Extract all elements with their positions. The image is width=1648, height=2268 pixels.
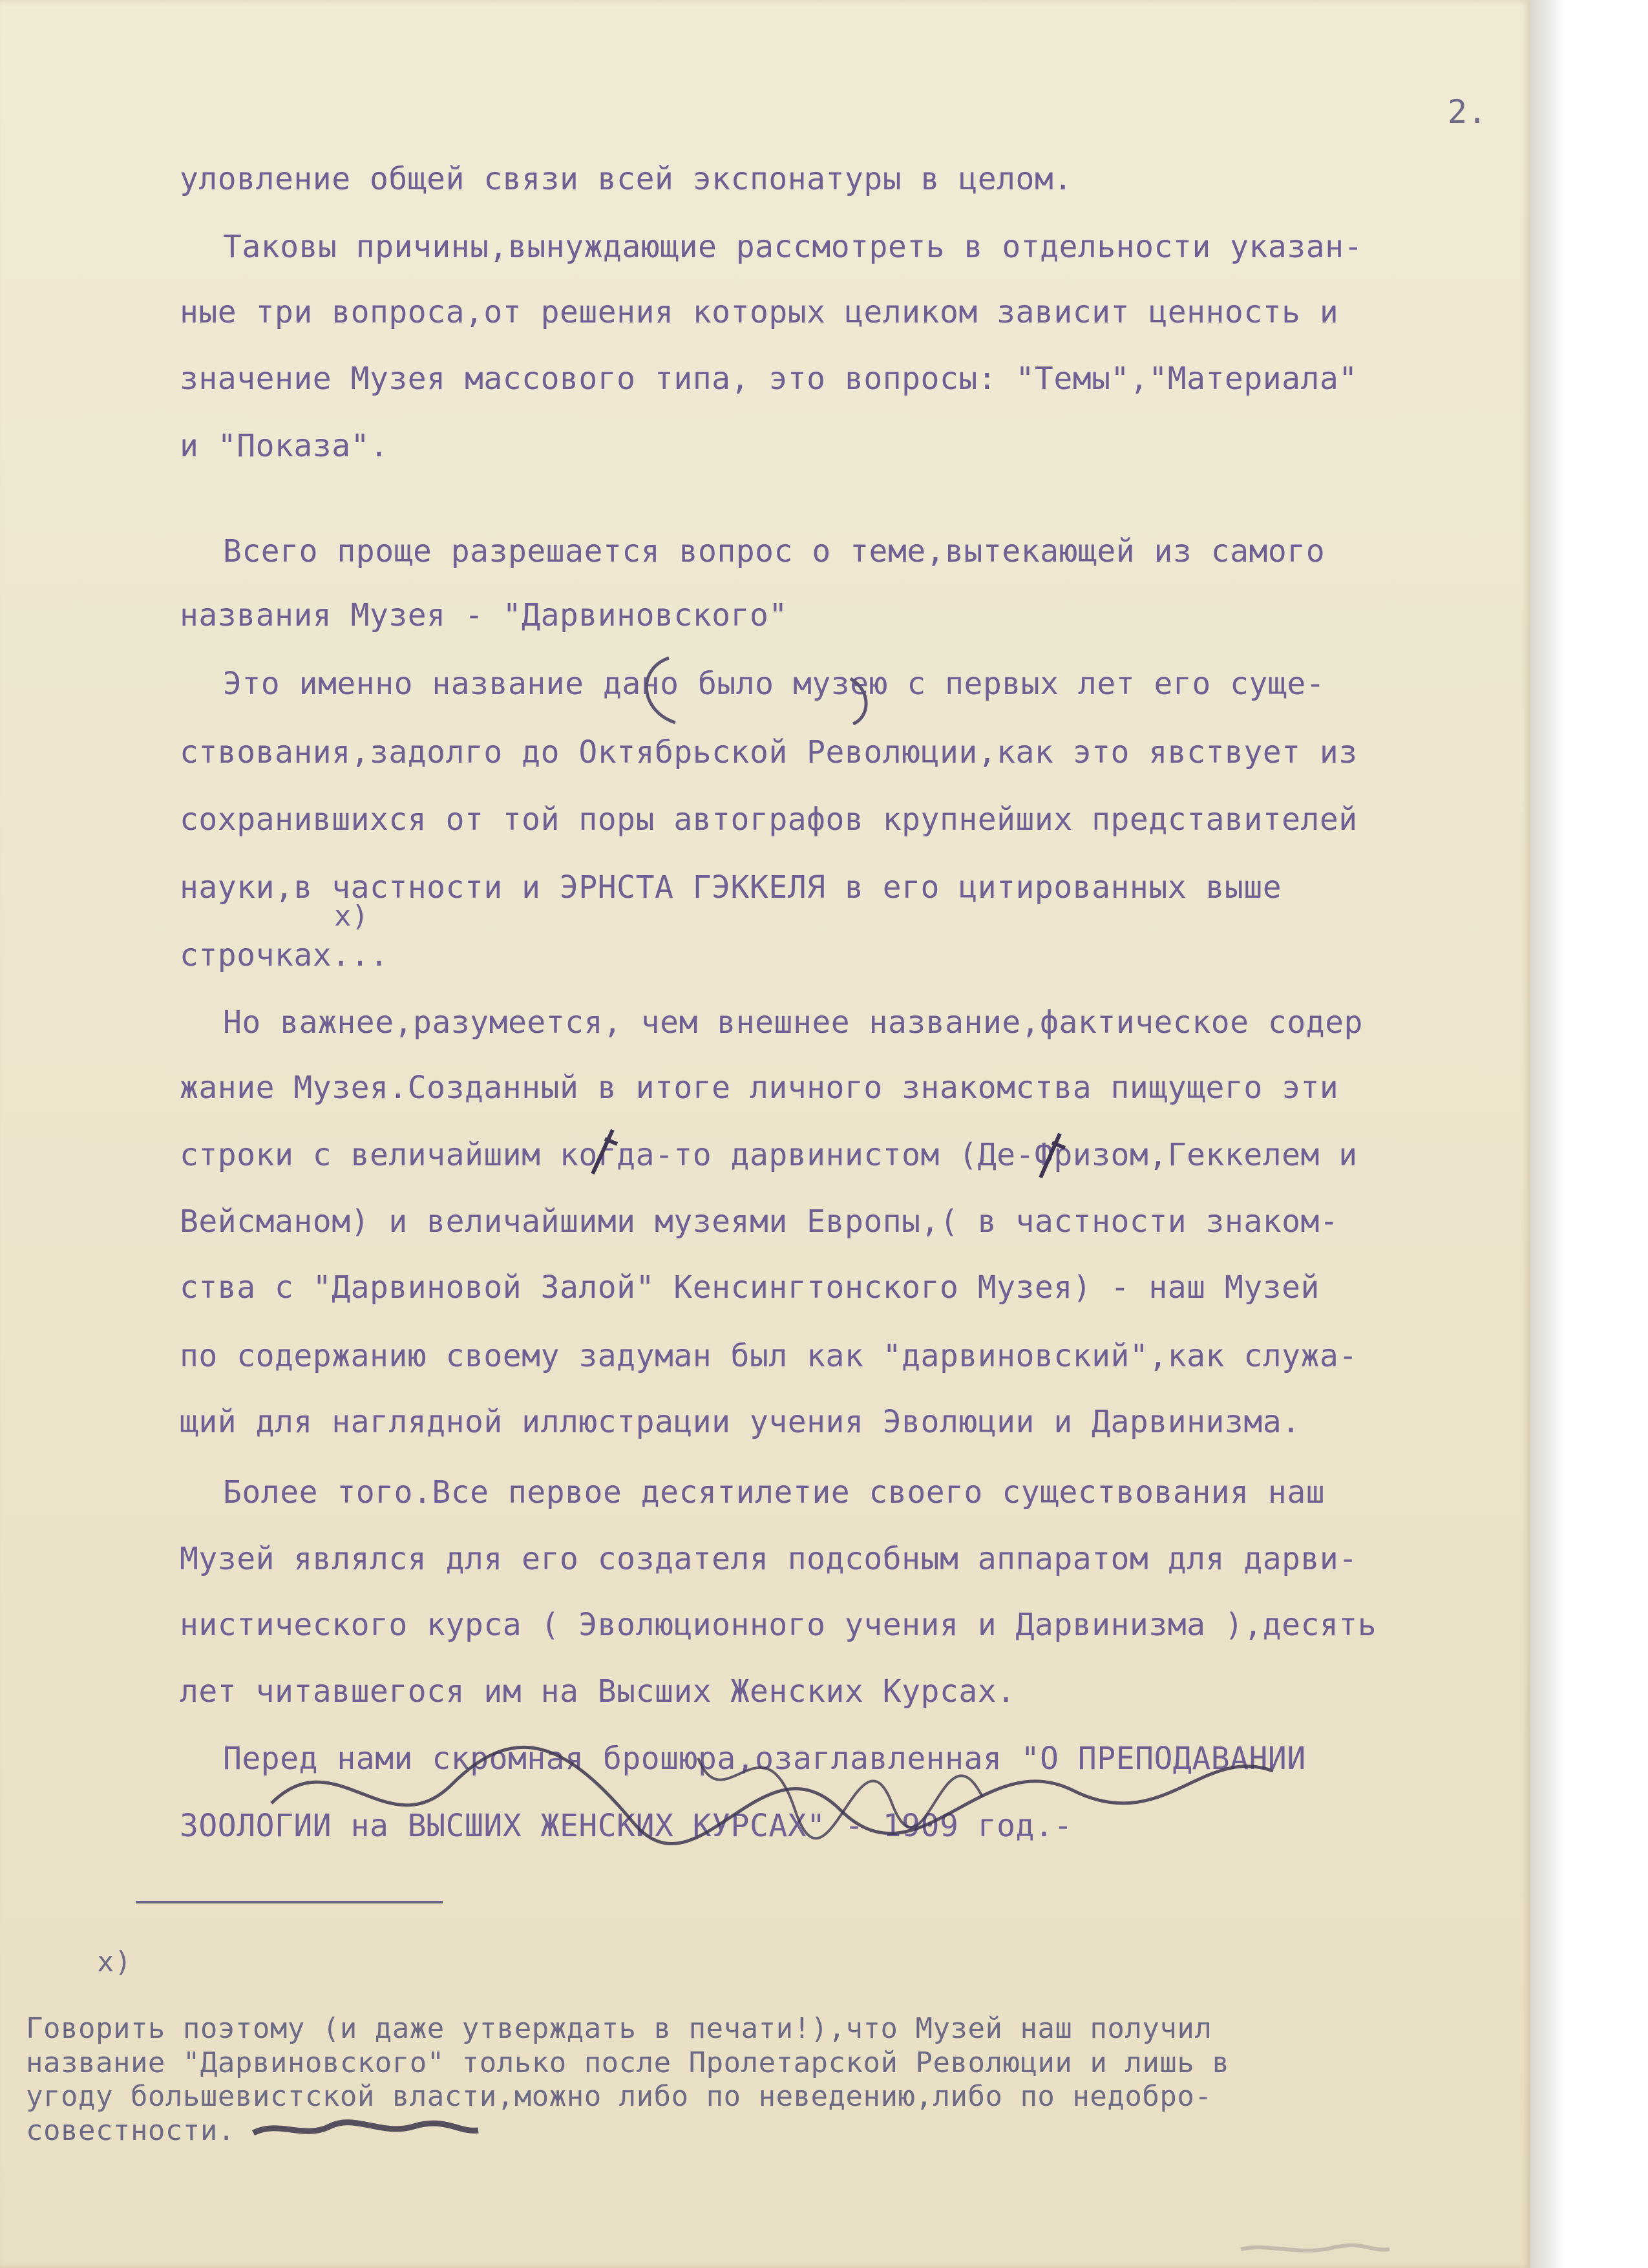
body-line: Это именно название дано было музею с первых лет его суще-	[223, 666, 1326, 702]
footnote-marker: x)	[97, 1945, 132, 1978]
body-line: ствования,задолго до Октябрьской Революции,как это явствует из	[180, 734, 1358, 770]
body-line: жание Музея.Созданный в итоге личного знакомства пищущего эти	[180, 1070, 1339, 1106]
body-line: значение Музея массового типа, это вопросы: "Темы","Материала"	[180, 361, 1358, 397]
body-line: лет читавшегося им на Высших Женских Курсах.	[180, 1673, 1016, 1710]
body-line: названия Музея - "Дарвиновского"	[180, 597, 788, 633]
body-line: ные три вопроса,от решения которых целиком зависит ценность и	[180, 294, 1339, 330]
body-line: Но важнее,разумеется, чем внешнее название,фактическое содер	[223, 1004, 1363, 1041]
body-line: Таковы причины,вынуждающие рассмотреть в отдельности указан-	[223, 229, 1363, 265]
body-line: Перед нами скромная брошюра,озаглавленная "О ПРЕПОДАВАНИИ	[223, 1741, 1306, 1777]
footnote-line: угоду большевистской власти,можно либо по неведению,либо по недобро-	[26, 2080, 1212, 2113]
body-line: нистического курса ( Эволюционного учения и Дарвинизма ),десять	[180, 1607, 1377, 1643]
body-line: и "Показа".	[180, 428, 389, 464]
footnote-line: название "Дарвиновского" только после Пролетарской Революции и лишь в	[26, 2046, 1230, 2079]
page-number: 2.	[1448, 93, 1488, 131]
body-line: Вейсманом) и величайшими музеями Европы,( в частности знаком-	[180, 1203, 1339, 1240]
footnote-line: совестности.	[26, 2114, 235, 2147]
body-line: сохранившихся от той поры автографов крупнейших представителей	[180, 801, 1358, 838]
page-edge	[1530, 0, 1648, 2268]
footnote-divider	[136, 1901, 443, 1903]
body-line: науки,в частности и ЭРНСТА ГЭККЕЛЯ в его цитированных выше	[180, 869, 1282, 906]
body-line: строчках...	[180, 937, 389, 973]
body-line: щий для наглядной иллюстрации учения Эволюции и Дарвинизма.	[180, 1404, 1301, 1440]
body-line: Более того.Все первое десятилетие своего существования наш	[223, 1474, 1326, 1510]
body-line: уловление общей связи всей экспонатуры в целом.	[180, 161, 1073, 197]
body-line: ства с "Дарвиновой Залой" Кенсингтонского Музея) - наш Музей	[180, 1269, 1320, 1306]
body-line: строки с величайшим когда-то дарвинистом (Де-Фризом,Геккелем и	[180, 1137, 1358, 1173]
body-line: Всего проще разрешается вопрос о теме,вытекающей из самого	[223, 533, 1326, 569]
footnote-line: Говорить поэтому (и даже утверждать в печати!),что Музей наш получил	[26, 2012, 1212, 2045]
body-line: ЗООЛОГИИ на ВЫСШИХ ЖЕНСКИХ КУРСАХ" - 1909 год.-	[180, 1808, 1073, 1844]
body-line: по содержанию своему задуман был как "дарвиновский",как служа-	[180, 1338, 1358, 1374]
body-line: Музей являлся для его создателя подсобным аппаратом для дарви-	[180, 1541, 1358, 1577]
footnote-reference: x)	[334, 900, 369, 933]
